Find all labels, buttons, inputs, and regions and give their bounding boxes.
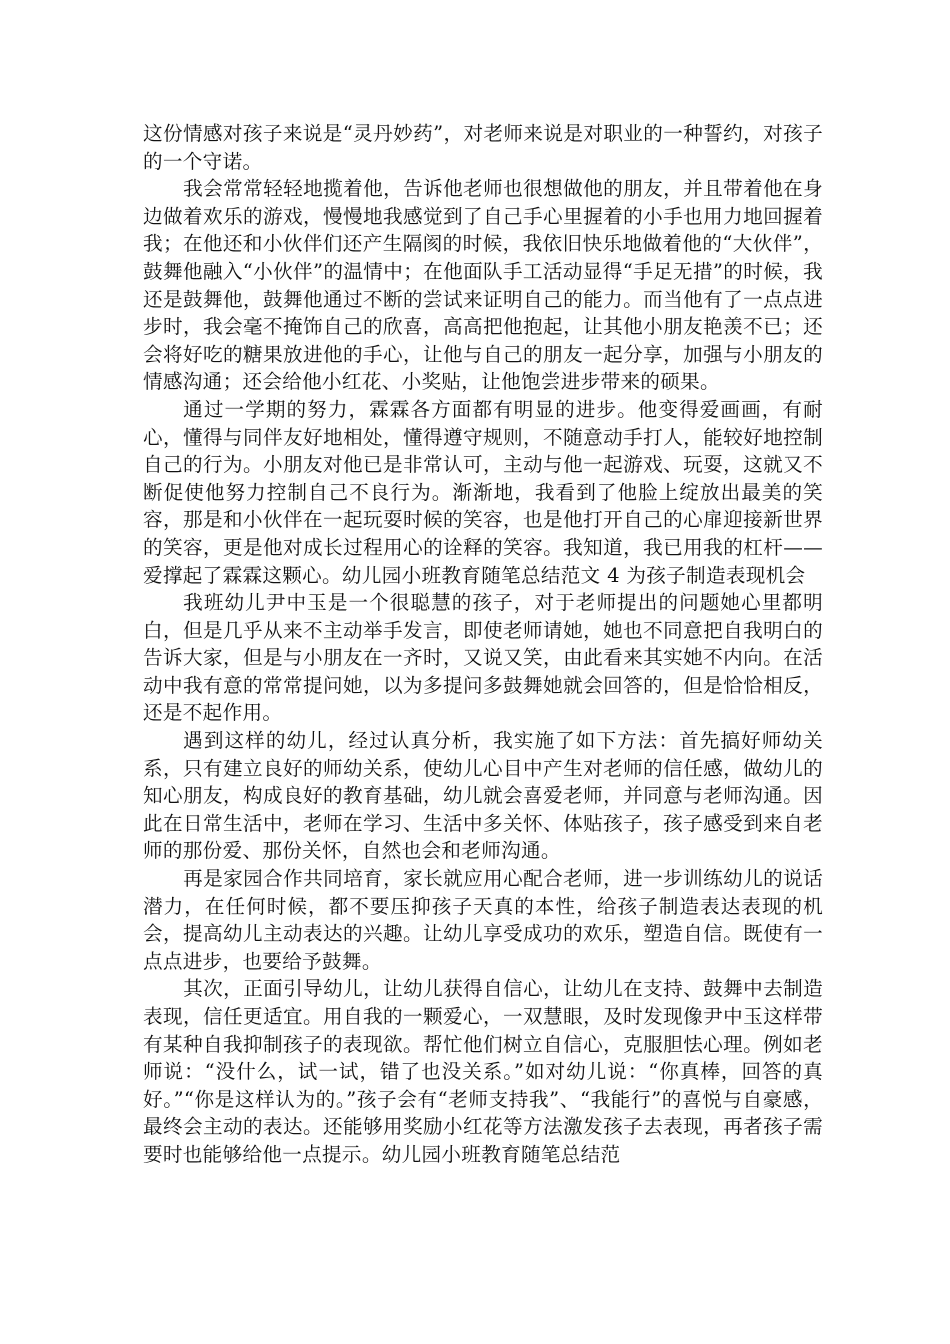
paragraph-1: 这份情感对孩子来说是“灵丹妙药”，对老师来说是对职业的一种誓约，对孩子的一个守诺。 [143,122,823,173]
document-body [143,120,823,1169]
paragraph-3: 通过一学期的努力，霖霖各方面都有明显的进步。他变得爱画画，有耐心，懂得与同伴友好地相处，懂得遵守规则，不随意动手打人，能较好地控制自己的行为。小朋友对他已是非常认可，主动与他一起游戏、玩耍，这就又不断促使他努力控制自己不良行为。渐渐地，我看到了他脸上绽放出最美的笑容，那是和小伙伴在一起玩耍时候的笑容，也是他打开自己的心扉迎接新世界的笑容，更是他对成长过程用心的诠释的笑容。我知道，我已用我的杠杆——爱撑起了霖霖这颗心。幼儿园小班教育随笔总结范文 4 为孩子制造表现机会 [143,397,823,587]
paragraph-5: 遇到这样的幼儿，经过认真分析，我实施了如下方法：首先搞好师幼关系，只有建立良好的师幼关系，使幼儿心目中产生对老师的信任感，做幼儿的知心朋友，构成良好的教育基础，幼儿就会喜爱老师，并同意与老师沟通。因此在日常生活中，老师在学习、生活中多关怀、体贴孩子，孩子感受到来自老师的那份爱、那份关怀，自然也会和老师沟通。 [143,729,823,863]
paragraph-2: 我会常常轻轻地揽着他，告诉他老师也很想做他的朋友，并且带着他在身边做着欢乐的游戏，慢慢地我感觉到了自己手心里握着的小手也用力地回握着我；在他还和小伙伴们还产生隔阂的时候，我依旧快乐地做着他的“大伙伴”，鼓舞他融入“小伙伴”的温情中；在他面队手工活动显得“手足无措”的时候，我还是鼓舞他，鼓舞他通过不断的尝试来证明自己的能力。而当他有了一点点进步时，我会毫不掩饰自己的欣喜，高高把他抱起，让其他小朋友艳羡不已；还会将好吃的糖果放进他的手心，让他与自己的朋友一起分享，加强与小朋友的情感沟通；还会给他小红花、小奖贴，让他饱尝进步带来的硕果。 [143,177,823,394]
paragraph-7: 其次，正面引导幼儿，让幼儿获得自信心，让幼儿在支持、鼓舞中去制造表现，信任更适宜。用自我的一颗爱心，一双慧眼，及时发现像尹中玉这样带有某种自我抑制孩子的表现欲。帮忙他们树立自信心，克服胆怯心理。例如老师说：“没什么，试一试，错了也没关系。”如对幼儿说：“你真棒，回答的真好。”“你是这样认为的。”孩子会有“老师支持我”、“我能行”的喜悦与自豪感，最终会主动的表达。还能够用奖励小红花等方法激发孩子去表现，再者孩子需要时也能够给他一点提示。幼儿园小班教育随笔总结范 [143,977,823,1166]
paragraph-6: 再是家园合作共同培育，家长就应用心配合老师，进一步训练幼儿的说话潜力，在任何时候，都不要压抑孩子天真的本性，给孩子制造表达表现的机会，提高幼儿主动表达的兴趣。让幼儿享受成功的欢乐，塑造自信。既使有一点点进步，也要给予鼓舞。 [143,867,823,973]
paragraph-4: 我班幼儿尹中玉是一个很聪慧的孩子，对于老师提出的问题她心里都明白，但是几乎从来不主动举手发言，即使老师请她，她也不同意把自我明白的告诉大家，但是与小朋友在一齐时，又说又笑，由此看来其实她不内向。在活动中我有意的常常提问她，以为多提问多鼓舞她就会回答的，但是恰恰相反，还是不起作用。 [143,591,823,725]
